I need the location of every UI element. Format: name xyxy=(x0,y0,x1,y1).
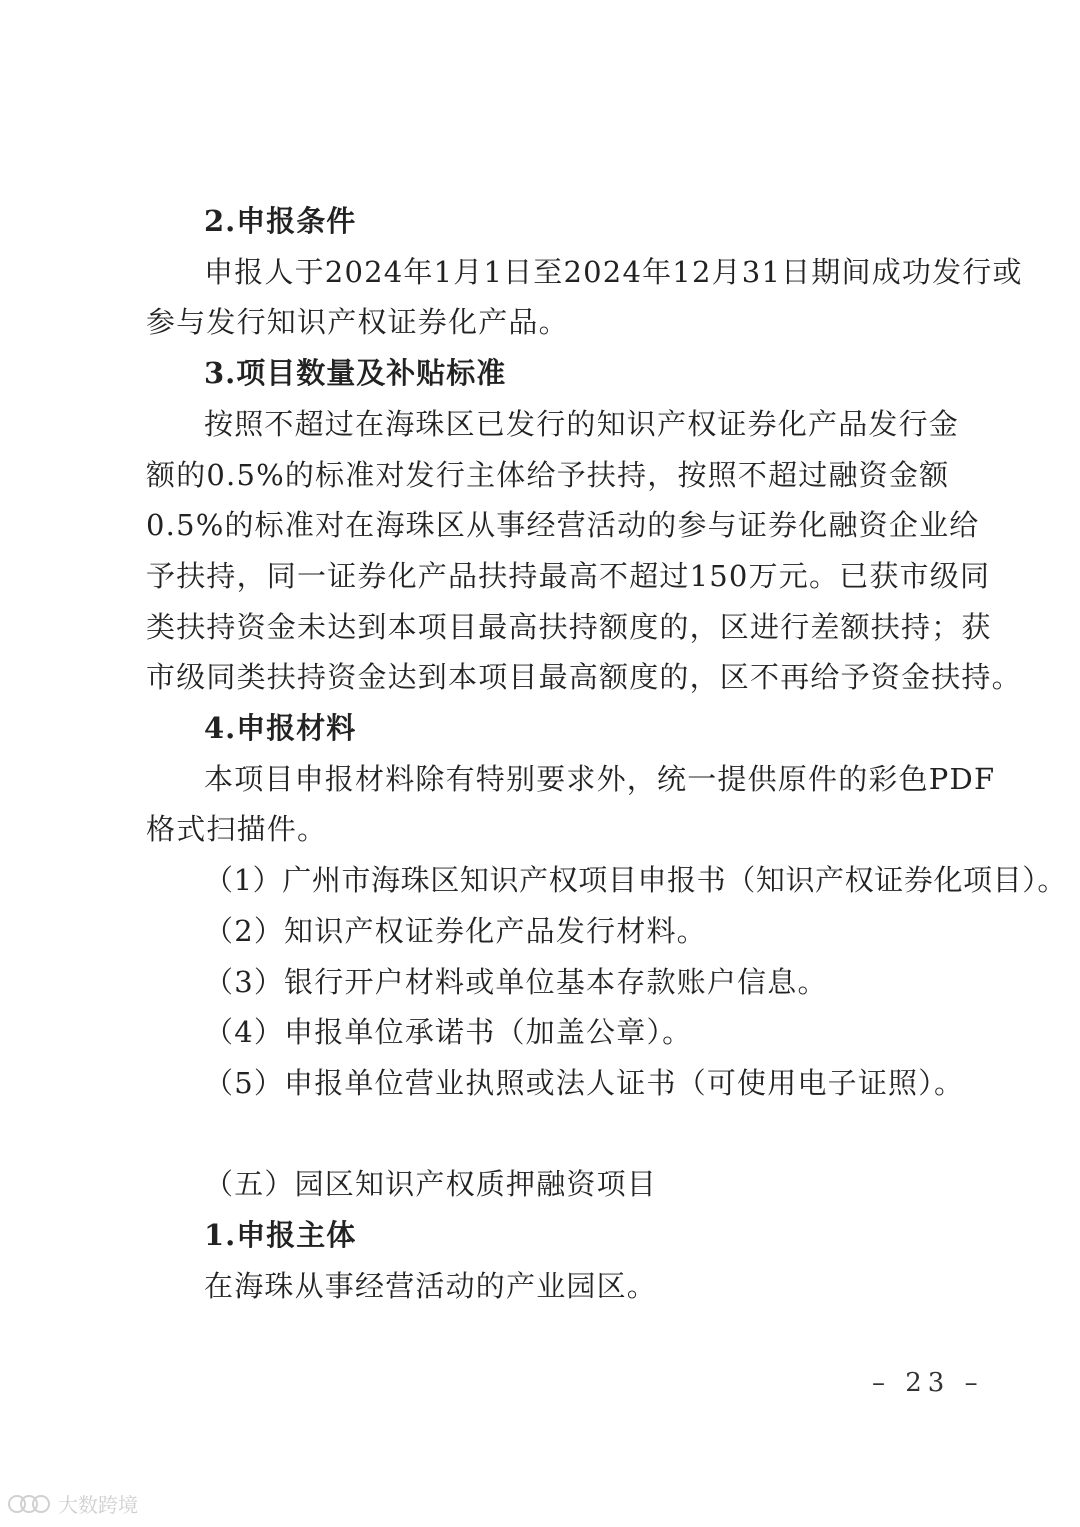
paragraph-line: 0.5%的标准对在海珠区从事经营活动的参与证券化融资企业给 xyxy=(146,508,980,542)
paragraph-line: 格式扫描件。 xyxy=(146,812,328,846)
paragraph-line: 类扶持资金未达到本项目最高扶持额度的，区进行差额扶持；获 xyxy=(146,610,992,644)
list-item: （5）申报单位营业执照或法人证书（可使用电子证照）。 xyxy=(204,1066,965,1100)
paragraph-line: 参与发行知识产权证券化产品。 xyxy=(146,305,569,339)
paragraph-line: 本项目申报材料除有特别要求外，统一提供原件的彩色PDF xyxy=(204,762,996,796)
page-number: – 23 – xyxy=(872,1368,984,1398)
section-heading-application-materials: 4.申报材料 xyxy=(204,711,357,745)
list-item: （3）银行开户材料或单位基本存款账户信息。 xyxy=(204,965,828,999)
section-title-park-ip-pledge-financing: （五）园区知识产权质押融资项目 xyxy=(204,1167,658,1201)
section-heading-applicant: 1.申报主体 xyxy=(204,1218,357,1252)
paragraph-line: 按照不超过在海珠区已发行的知识产权证券化产品发行金 xyxy=(204,407,960,441)
list-item: （2）知识产权证券化产品发行材料。 xyxy=(204,914,707,948)
paragraph-line: 申报人于2024年1月1日至2024年12月31日期间成功发行或 xyxy=(204,255,1023,289)
watermark xyxy=(8,1490,138,1516)
section-heading-quantity-subsidy: 3.项目数量及补贴标准 xyxy=(204,356,507,390)
watermark-logo-icon xyxy=(8,1492,52,1514)
paragraph-line: 市级同类扶持资金达到本项目最高额度的，区不再给予资金扶持。 xyxy=(146,660,1022,694)
watermark-text: 大数跨境 xyxy=(58,1492,138,1517)
paragraph-line: 予扶持，同一证券化产品扶持最高不超过150万元。已获市级同 xyxy=(146,559,991,593)
section-heading-application-conditions: 2.申报条件 xyxy=(204,204,357,238)
paragraph-line: 在海珠从事经营活动的产业园区。 xyxy=(204,1269,658,1303)
list-item: （4）申报单位承诺书（加盖公章）。 xyxy=(204,1015,693,1049)
list-item: （1）广州市海珠区知识产权项目申报书（知识产权证券化项目）。 xyxy=(204,863,1067,897)
paragraph-line: 额的0.5%的标准对发行主体给予扶持，按照不超过融资金额 xyxy=(146,458,950,492)
